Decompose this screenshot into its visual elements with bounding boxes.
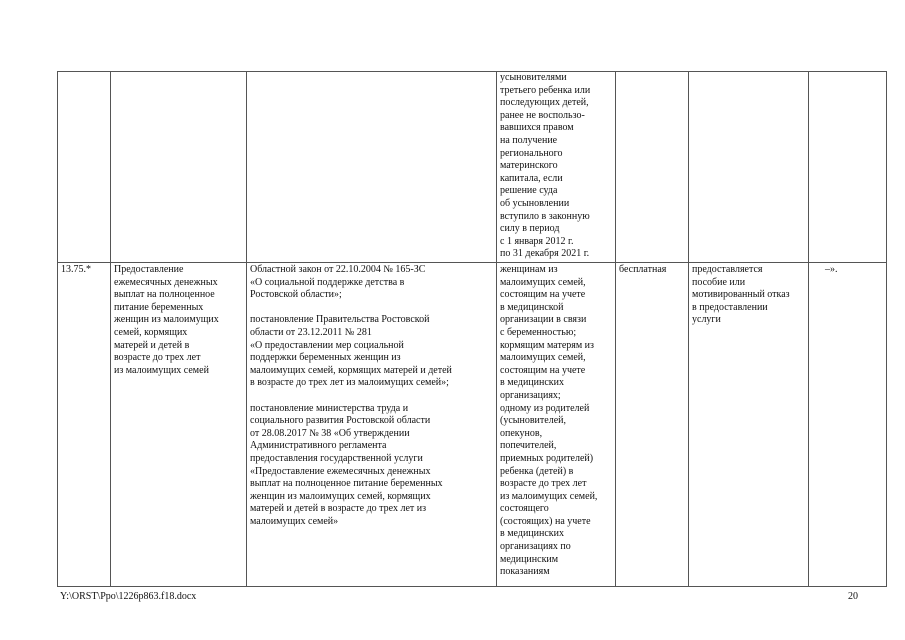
cell-cost: бесплатная — [616, 263, 689, 587]
footer-page-number: 20 — [848, 591, 858, 602]
cell-cost — [616, 72, 689, 263]
footer-file-path: Y:\ORST\Ppo\1226p863.f18.docx — [60, 591, 197, 602]
table-row — [58, 263, 887, 587]
cell-recipients: женщинам из малоимущих семей, состоящим на учете в медицинской организации в связи с беременностью; кормящим матерям из малоимущих семей, состоящим на учете в медицинских организациях; одному из родителей (усыновителей, опекунов, попечителей, приемных родителей) ребенка (детей) в возрасте до трех лет из малоимущих семей, состоящего (состоящих) на учете в медицинских организациях по медицинским показаниям — [497, 263, 616, 587]
cell-legal-basis: Областной закон от 22.10.2004 № 165-ЗС «О социальной поддержке детства в Ростовской области»; постановление Правительства Ростовской области от 23.12.2011 № 281 «О предоставлении мер социальной поддержки беременных женщин из малоимущих семей, кормящих матерей и детей в возрасте до трех лет из малоимущих семей»; постановление министерства труда и социального развития Ростовской области от 28.08.2017 № 38 «Об утверждении Административного регламента предоставления государственной услуги «Предоставление ежемесячных денежных выплат на полноценное питание беременных женщин из малоимущих семей, кормящих матерей и детей в возрасте до трех лет из малоимущих семей» — [247, 263, 497, 587]
cell-legal-basis — [247, 72, 497, 263]
cell-note — [809, 72, 887, 263]
services-table — [57, 71, 887, 587]
table-row — [58, 72, 887, 263]
cell-service: Предоставление ежемесячных денежных выплат на полноценное питание беременных женщин из малоимущих семей, кормящих матерей и детей в возрасте до трех лет из малоимущих семей — [111, 263, 247, 587]
cell-recipients: усыновителями третьего ребенка или последующих детей, ранее не воспользо- вавшихся правом на получение регионального материнского капитала, если решение суда об усыновлении вступило в законную силу в период с 1 января 2012 г. по 31 декабря 2021 г. — [497, 72, 616, 263]
cell-number — [58, 72, 111, 263]
cell-number: 13.75.* — [58, 263, 111, 587]
cell-note: –». — [809, 263, 887, 587]
cell-result: предоставляется пособие или мотивированный отказ в предоставлении услуги — [689, 263, 809, 587]
cell-result — [689, 72, 809, 263]
cell-service — [111, 72, 247, 263]
